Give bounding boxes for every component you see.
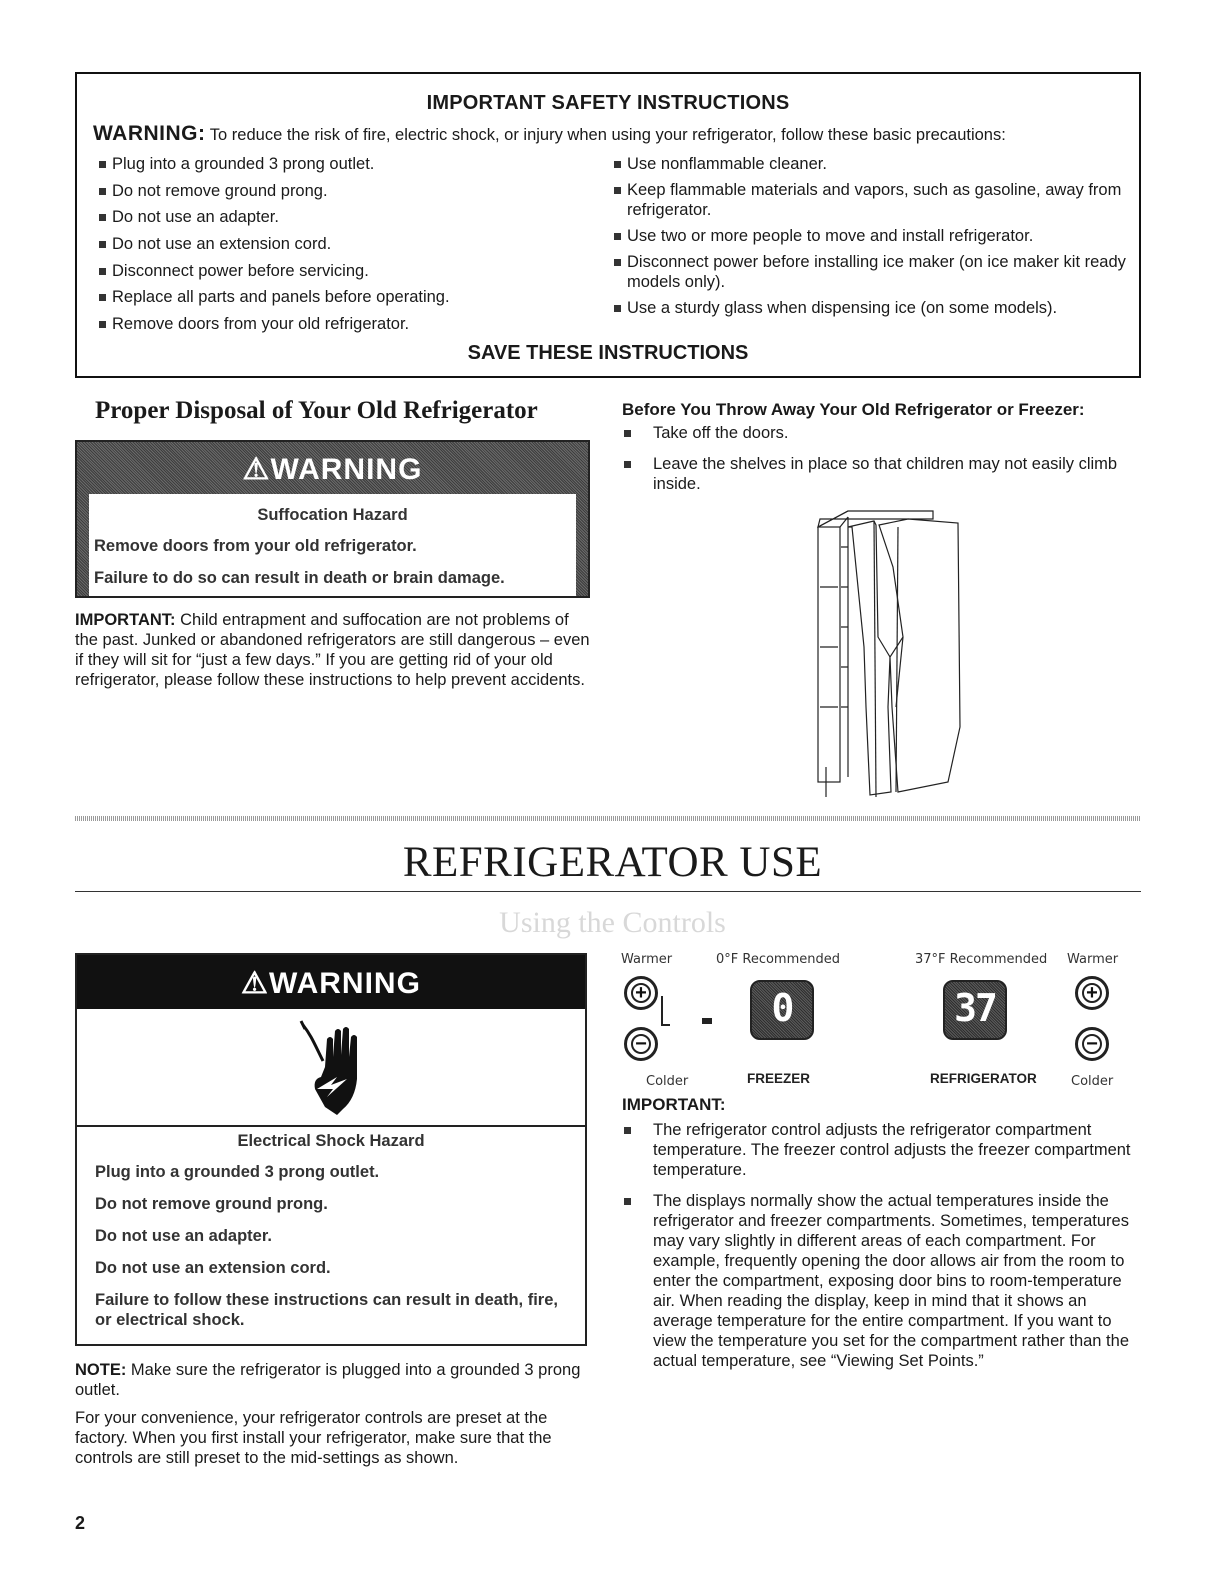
minus-icon: − xyxy=(1086,1033,1098,1055)
important-list xyxy=(622,1120,1137,1382)
controls-heading: Using the Controls xyxy=(499,906,726,939)
before-throw-heading: Before You Throw Away Your Old Refrigerator or Freezer: xyxy=(622,400,1085,419)
list-item: Plug into a grounded 3 prong outlet. xyxy=(97,154,617,174)
list-item: The displays normally show the actual temperatures inside the refrigerator and freezer compartments. Sometimes, temperatures may vary slightly in different areas of each compartment. For example, frequently opening the door allows air from the room to enter the compartment, exposing door bins to room-temperature air. When reading the display, keep in mind that it shows an average temperature for the entire compartment. If you want to view the temperature you set for the compartment rather than the actual temperature, see “Viewing Set Points.” xyxy=(622,1191,1137,1371)
note-label: NOTE: xyxy=(75,1361,127,1379)
fridge-warmer-label: Warmer xyxy=(1067,952,1119,967)
list-item: Do not remove ground prong. xyxy=(97,181,617,201)
before-throw-list xyxy=(622,423,1122,505)
warning-body xyxy=(89,494,576,596)
important-text: Child entrapment and suffocation are not problems of the past. Junked or abandoned refrigerators are still dangerous – even if they will sit for “just a few days.” If you are getting rid of your old refrigerator, please follow these instructions to help prevent accidents. xyxy=(75,611,590,689)
important-heading: IMPORTANT: xyxy=(622,1095,726,1114)
plus-icon: + xyxy=(1086,982,1098,1004)
disposal-important-paragraph xyxy=(75,610,595,690)
warning-title: ⚠WARNING xyxy=(241,967,421,1000)
warning-banner xyxy=(77,955,585,1009)
refrigerator-temperature: 37 xyxy=(954,986,996,1030)
refrigerator-doors-illustration xyxy=(808,507,968,802)
list-item: Keep flammable materials and vapors, such as gasoline, away from refrigerator. xyxy=(612,180,1132,220)
fridge-recommended-label: 37°F Recommended xyxy=(915,952,1048,967)
freezer-label: FREEZER xyxy=(747,1071,811,1086)
note-text: Make sure the refrigerator is plugged into a grounded 3 prong outlet. xyxy=(75,1361,581,1399)
freezer-colder-button[interactable] xyxy=(624,1027,658,1061)
warning-line: Do not use an extension cord. xyxy=(95,1259,331,1277)
important-label: IMPORTANT: xyxy=(75,611,176,629)
note-paragraph xyxy=(75,1360,595,1400)
warning-text: To reduce the risk of fire, electric shock, or injury when using your refrigerator, follow these basic precautions: xyxy=(205,126,1006,144)
freezer-warmer-button[interactable] xyxy=(624,976,658,1010)
safety-warning xyxy=(93,122,1143,146)
refrigerator-label: REFRIGERATOR xyxy=(930,1071,1037,1086)
freezer-warmer-label: Warmer xyxy=(621,952,673,967)
refrigerator-display xyxy=(943,980,1007,1040)
warning-label: WARNING: xyxy=(93,122,206,145)
freezer-control-connector xyxy=(661,996,670,1026)
warning-divider xyxy=(77,1125,585,1127)
freezer-indicator xyxy=(702,1018,712,1024)
refrigerator-colder-label: Colder xyxy=(1071,1074,1114,1089)
section-title: REFRIGERATOR USE xyxy=(402,839,823,886)
list-item: Use nonflammable cleaner. xyxy=(612,154,1132,174)
safety-left-list xyxy=(97,154,617,341)
shock-warning-box xyxy=(75,953,587,1346)
list-item: Disconnect power before servicing. xyxy=(97,261,617,281)
list-item: Take off the doors. xyxy=(622,423,1122,443)
warning-title: ⚠WARNING xyxy=(242,453,423,486)
section-divider xyxy=(75,816,1141,821)
warning-line: Do not remove ground prong. xyxy=(95,1195,328,1213)
warning-line: Failure to follow these instructions can result in death, fire, or electrical shock. xyxy=(95,1291,558,1329)
hazard-name: Suffocation Hazard xyxy=(257,506,408,524)
suffocation-warning-box xyxy=(75,440,590,598)
warning-line: Do not use an adapter. xyxy=(95,1227,272,1245)
list-item: Remove doors from your old refrigerator. xyxy=(97,314,617,334)
plus-icon: + xyxy=(635,982,647,1004)
title-rule xyxy=(75,891,1141,892)
minus-icon: − xyxy=(635,1033,647,1055)
convenience-paragraph: For your convenience, your refrigerator controls are preset at the factory. When you first install your refrigerator, make sure that the controls are still preset to the mid-settings as shown. xyxy=(75,1409,552,1467)
disposal-heading: Proper Disposal of Your Old Refrigerator xyxy=(95,397,538,424)
list-item: Disconnect power before installing ice maker (on ice maker kit ready models only). xyxy=(612,252,1132,292)
hazard-name: Electrical Shock Hazard xyxy=(237,1132,425,1150)
list-item: Use a sturdy glass when dispensing ice (on some models). xyxy=(612,298,1132,318)
warning-line: Remove doors from your old refrigerator. xyxy=(94,537,417,555)
warning-line: Failure to do so can result in death or brain damage. xyxy=(94,569,505,587)
list-item: Leave the shelves in place so that children may not easily climb inside. xyxy=(622,454,1122,494)
safety-right-list xyxy=(612,154,1132,324)
list-item: The refrigerator control adjusts the refrigerator compartment temperature. The freezer control adjusts the freezer compartment temperature. xyxy=(622,1120,1137,1180)
freezer-colder-label: Colder xyxy=(646,1074,689,1089)
freezer-temperature: 0 xyxy=(771,986,793,1030)
warning-line: Plug into a grounded 3 prong outlet. xyxy=(95,1163,380,1181)
list-item: Do not use an extension cord. xyxy=(97,234,617,254)
safety-title: IMPORTANT SAFETY INSTRUCTIONS xyxy=(426,92,790,114)
safety-instructions-box xyxy=(75,72,1141,378)
list-item: Replace all parts and panels before operating. xyxy=(97,287,617,307)
freezer-display xyxy=(750,980,814,1040)
refrigerator-colder-button[interactable] xyxy=(1075,1027,1109,1061)
electric-hand-icon xyxy=(297,1017,377,1117)
save-instructions: SAVE THESE INSTRUCTIONS xyxy=(467,342,749,364)
list-item: Use two or more people to move and install refrigerator. xyxy=(612,226,1132,246)
refrigerator-warmer-button[interactable] xyxy=(1075,976,1109,1010)
freezer-recommended-label: 0°F Recommended xyxy=(716,952,840,967)
list-item: Do not use an adapter. xyxy=(97,207,617,227)
page-number: 2 xyxy=(75,1513,86,1533)
